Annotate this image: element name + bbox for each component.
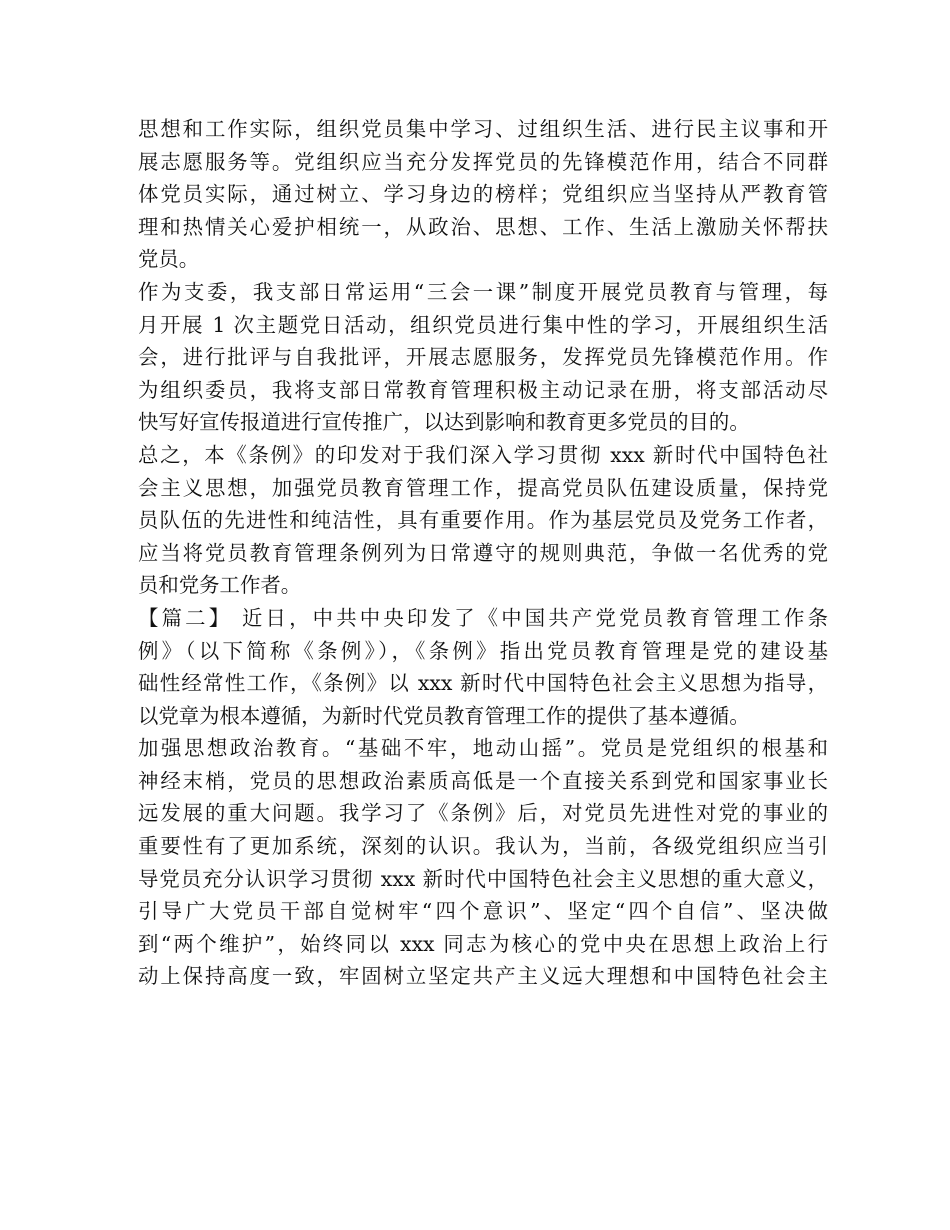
text-line: 员和党务工作者。 <box>138 573 302 598</box>
text-line: 为组织委员，我将支部日常教育管理积极主动记录在册，将支部活动尽 <box>138 377 828 402</box>
text-line: 远发展的重大问题。我学习了《条例》后，对党员先进性对党的事业的 <box>138 801 828 826</box>
text-line: 到“两个维护”，始终同以 xxx 同志为核心的党中央在思想上政治上行 <box>138 931 828 956</box>
text-line: 快写好宣传报道进行宣传推广，以达到影响和教育更多党员的目的。 <box>138 410 750 435</box>
text-line: 思想和工作实际，组织党员集中学习、过组织生活、进行民主议事和开 <box>138 117 828 141</box>
paragraph-5 <box>138 732 828 993</box>
text-line: 党员。 <box>138 247 200 272</box>
text-line: 展志愿服务等。党组织应当充分发挥党员的先锋模范作用，结合不同群 <box>138 149 828 174</box>
text-line: 重要性有了更加系统，深刻的认识。我认为，当前，各级党组织应当引 <box>138 834 828 859</box>
text-line: 月开展 1 次主题党日活动，组织党员进行集中性的学习，开展组织生活 <box>138 312 828 337</box>
text-line: 础性经常性工作，《条例》以 xxx 新时代中国特色社会主义思想为指导， <box>138 671 828 696</box>
text-line: 作为支委，我支部日常运用“三会一课”制度开展党员教育与管理，每 <box>138 279 828 304</box>
text-line: 应当将党员教育管理条例列为日常遵守的规则典范，争做一名优秀的党 <box>138 540 828 565</box>
text-line: 以党章为根本遵循，为新时代党员教育管理工作的提供了基本遵循。 <box>138 703 750 728</box>
text-line: 总之，本《条例》的印发对于我们深入学习贯彻 xxx 新时代中国特色社 <box>138 442 828 467</box>
text-line: 例》（以下简称《条例》），《条例》指出党员教育管理是党的建设基 <box>138 638 828 663</box>
text-line: 引导广大党员干部自觉树牢“四个意识”、坚定“四个自信”、坚决做 <box>138 899 828 924</box>
document-body <box>138 113 828 993</box>
text-line: 员队伍的先进性和纯洁性，具有重要作用。作为基层党员及党务工作者， <box>138 508 828 533</box>
text-line: 会，进行批评与自我批评，开展志愿服务，发挥党员先锋模范作用。作 <box>138 345 828 370</box>
text-line: 导党员充分认识学习贯彻 xxx 新时代中国特色社会主义思想的重大意义， <box>138 866 828 891</box>
paragraph-4 <box>138 602 828 732</box>
text-line: 神经末梢，党员的思想政治素质高低是一个直接关系到党和国家事业长 <box>138 768 828 793</box>
text-line: 加强思想政治教育。“基础不牢，地动山摇”。党员是党组织的根基和 <box>138 736 828 761</box>
paragraph-2 <box>138 276 828 439</box>
text-line: 体党员实际，通过树立、学习身边的榜样；党组织应当坚持从严教育管 <box>138 182 828 207</box>
text-line: 会主义思想，加强党员教育管理工作，提高党员队伍建设质量，保持党 <box>138 475 828 500</box>
text-line: 理和热情关心爱护相统一，从政治、思想、工作、生活上激励关怀帮扶 <box>138 214 828 239</box>
text-line: 【篇二】 近日，中共中央印发了《中国共产党党员教育管理工作条 <box>138 605 828 630</box>
paragraph-3 <box>138 439 828 602</box>
text-line: 动上保持高度一致，牢固树立坚定共产主义远大理想和中国特色社会主 <box>138 964 828 989</box>
paragraph-1 <box>138 113 828 276</box>
